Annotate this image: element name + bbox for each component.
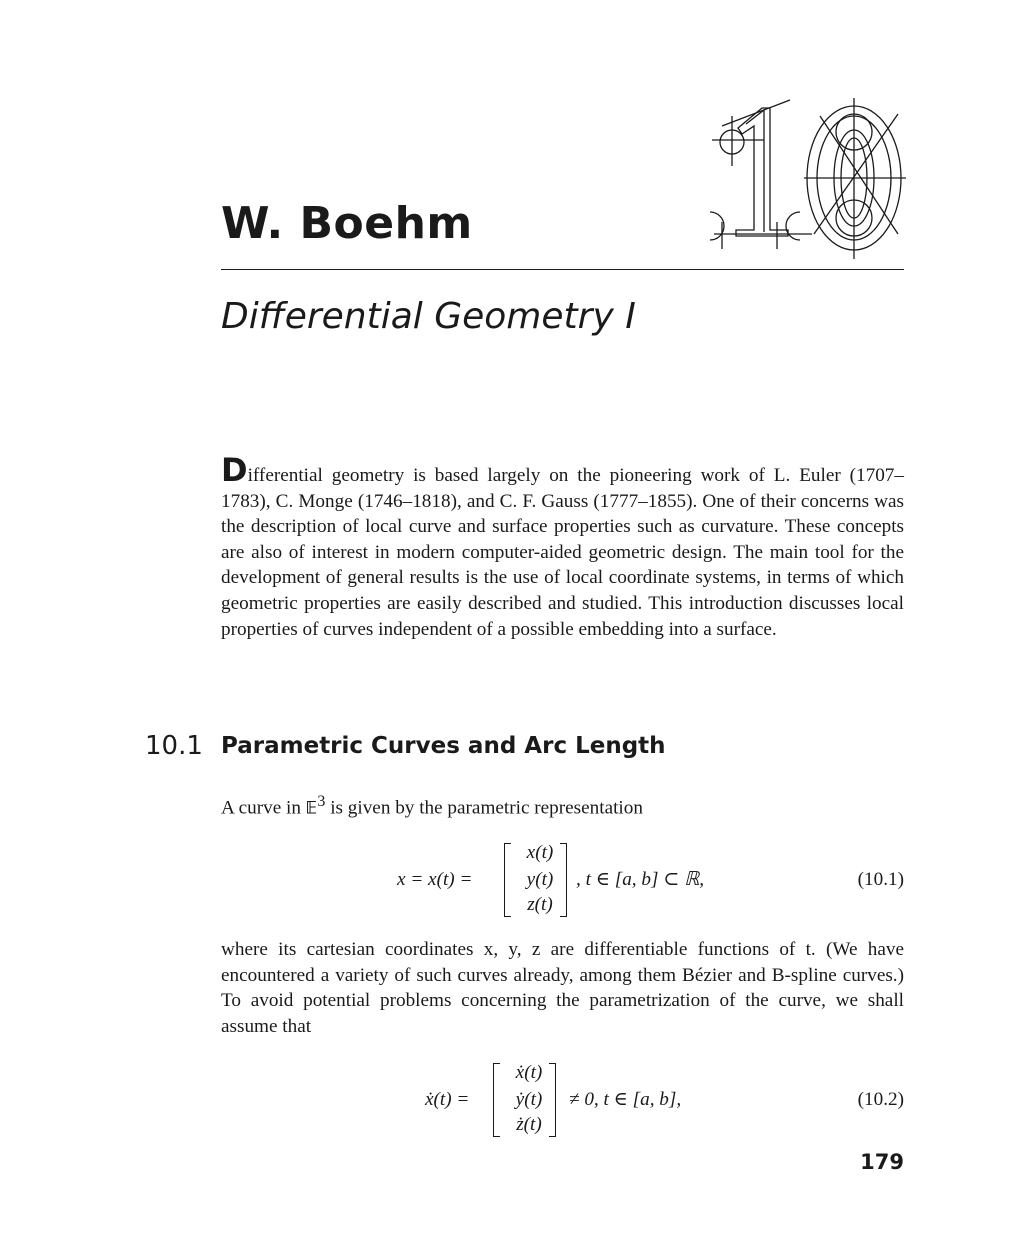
eq2-row-z: ż(t) [516, 1114, 542, 1135]
eq1-right-bracket [560, 843, 567, 917]
para1-after: is given by the parametric representation [325, 797, 643, 819]
drop-cap: D [221, 451, 248, 489]
chapter-title: Differential Geometry I [221, 296, 636, 337]
chapter-number: 10 [702, 81, 718, 98]
eq2-number: (10.2) [857, 1089, 904, 1110]
intro-text: ifferential geometry is based largely on the pioneering work of L. Euler (1707–1783), C. Monge (1746–1818), and C. F. Gauss (1777–1855). One of their concerns was the description of local curve and surface properties such as curvature. These concepts are also of interest in modern computer-aided geometric design. The main tool for the development of general results is the use of local coordinate systems, in terms of which geometric properties are easily described and studied. This introduction discusses local properties of curves independent of a possible embedding into a surface. [221, 465, 904, 640]
section-title: Parametric Curves and Arc Length [221, 733, 666, 759]
chapter-number-10-graphic [702, 81, 908, 264]
eq1-row-x: x(t) [526, 842, 554, 863]
section-number: 10.1 [145, 731, 203, 761]
eq1-left-bracket [504, 843, 511, 917]
header-rule [221, 269, 904, 270]
euclidean-space-symbol: 𝔼 [305, 798, 318, 819]
page-number: 179 [860, 1150, 904, 1174]
paragraph-coordinates: where its cartesian coordinates x, y, z are differentiable functions of t. (We have encountered a variety of such curves already, among them Bézier and B-spline curves.) To avoid potential problems concerning the parametrization of the curve, we shall assume that [221, 939, 904, 1037]
eq2-right-bracket [549, 1063, 556, 1137]
space-dimension: 3 [317, 793, 326, 810]
eq2-row-y: ẏ(t) [515, 1089, 543, 1110]
intro-paragraph [221, 451, 904, 642]
eq1-row-z: z(t) [527, 894, 553, 915]
author-name: W. Boehm [221, 198, 473, 249]
para1-before: A curve in [221, 797, 306, 819]
paragraph-curve-definition [221, 789, 904, 822]
equation-10-2 [221, 1058, 904, 1142]
eq1-lhs: x = x(t) = [397, 869, 473, 890]
eq1-row-y: y(t) [526, 869, 554, 890]
eq2-rhs: ≠ 0, t ∈ [a, b], [569, 1089, 682, 1110]
eq2-lhs: ẋ(t) = [425, 1089, 470, 1110]
eq2-left-bracket [493, 1063, 500, 1137]
eq1-number: (10.1) [857, 869, 904, 890]
equation-10-1 [221, 838, 904, 922]
eq2-row-x: ẋ(t) [515, 1062, 543, 1083]
eq1-rhs: , t ∈ [a, b] ⊂ ℝ, [576, 869, 705, 890]
